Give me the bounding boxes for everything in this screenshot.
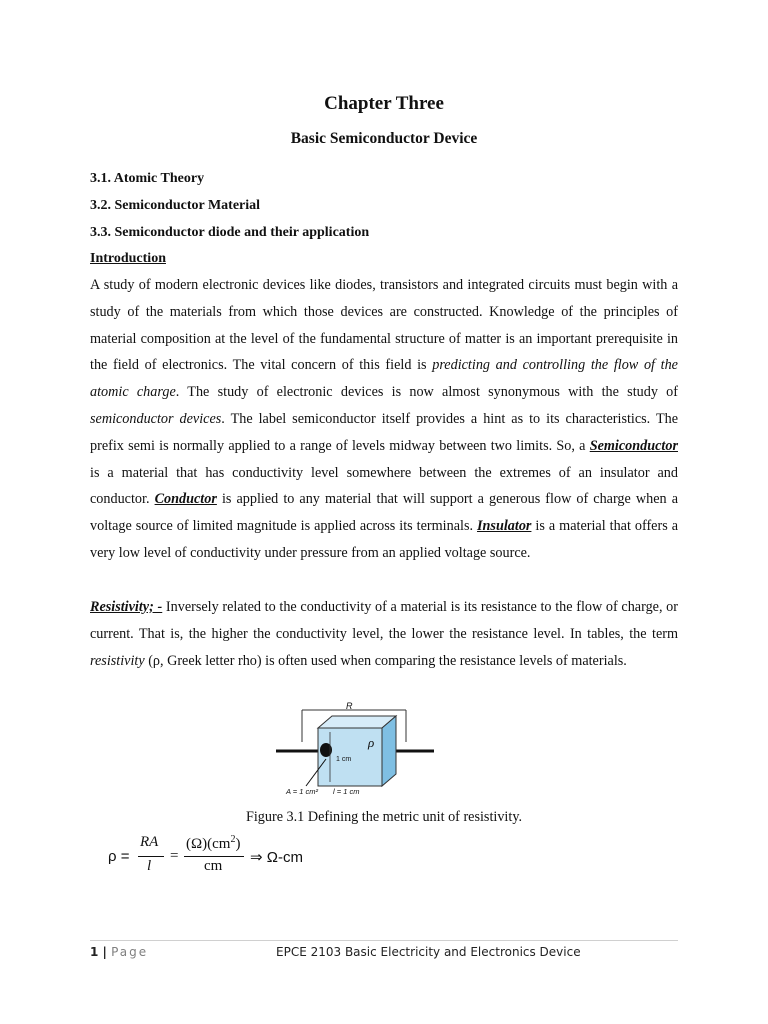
emphasis-charge-flow: predicting and controlling the flow of the atomic charge (90, 357, 678, 401)
formula-denominator-2: cm (204, 858, 223, 874)
resistivity-paragraph: Resistivity; - Inversely related to the conductivity of a material is its resistance to the flow of charge, or current. That is, the higher the conductivity level, the lower the resistance level. In tables, the term resistivity (ρ, Greek letter rho) is often used when comparing the resistance levels of materials. (90, 599, 679, 669)
footer-separator: | (98, 945, 112, 959)
term-conductor: Conductor (154, 491, 217, 508)
figure-label-l: l = 1 cm (333, 787, 360, 796)
chapter-title: Chapter Three (324, 93, 444, 114)
formula-result: ⇒ Ω-cm (250, 849, 303, 866)
figure-caption: Figure 3.1 Defining the metric unit of resistivity. (245, 809, 523, 825)
toc-item-3-3: 3.3. Semiconductor diode and their application (90, 225, 370, 240)
footer-divider (90, 940, 678, 941)
resistivity-cube-figure (276, 704, 436, 798)
emphasis-resistivity: resistivity (90, 652, 145, 669)
toc-item-3-1: 3.1. Atomic Theory (90, 171, 205, 186)
chapter-subtitle: Basic Semiconductor Device (290, 130, 478, 147)
page-word: Page (111, 945, 149, 959)
formula-denominator-1: l (147, 858, 152, 874)
term-insulator: Insulator (477, 518, 532, 535)
figure-label-r: R (346, 701, 353, 711)
figure-label-area: A = 1 cm² (286, 787, 319, 796)
formula-numerator-2: $(\Omega)(cm^2)$ (186, 834, 241, 852)
term-semiconductor: Semiconductor (589, 437, 678, 454)
formula-numerator-1: RA (140, 834, 159, 850)
term-resistivity: Resistivity; - (90, 599, 163, 615)
introduction-heading: Introduction (90, 251, 166, 266)
toc-item-3-2: 3.2. Semiconductor Material (90, 198, 261, 213)
introduction-paragraph: A study of modern electronic devices like diodes, transistors and integrated circuits must begin with a study of the materials from which those devices are constructed. Knowledge of the principles of material composition at the level of the fundamental structure of matter is an important prerequisite in the field of electronics. The vital concern of this field is predicting and controlling the flow of the atomic charge. The study of electronic devices is now almost synonymous with the study of semiconductor devices. The label semiconductor itself provides a hint as to its characteristics. The prefix semi is normally applied to a range of levels midway between two limits. So, a Semiconductor is a material that has conductivity level somewhere between the extremes of an insulator and conductor. Conductor is applied to any material that will support a generous flow of charge when a voltage source of limited magnitude is applied across its terminals. Insulator is a material that offers a very low level of conductivity under pressure from an applied voltage source. (90, 277, 679, 561)
course-title: EPCE 2103 Basic Electricity and Electronics Device (276, 945, 581, 959)
figure-label-rho: ρ (368, 735, 375, 750)
figure-label-length: 1 cm (336, 756, 352, 763)
formula-lhs: ρ = (108, 848, 130, 865)
page-number: 1 (90, 945, 99, 959)
emphasis-semiconductor-devices: semiconductor devices (90, 410, 222, 427)
resistivity-formula (108, 834, 338, 880)
formula-equals: = (170, 848, 179, 864)
page-footer (90, 945, 678, 959)
